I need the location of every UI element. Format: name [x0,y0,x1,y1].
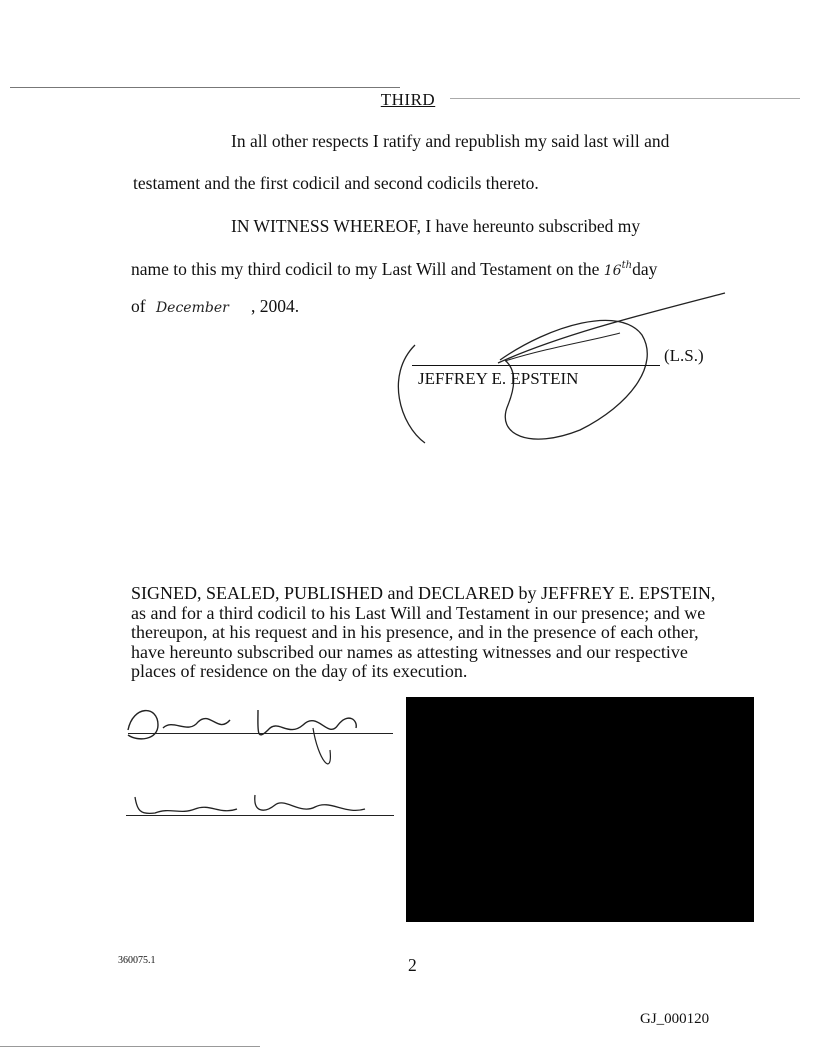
document-number: 360075.1 [118,955,156,966]
bates-number: GJ_000120 [640,1011,710,1027]
page-number: 2 [408,955,417,975]
date-line [131,298,299,316]
paragraph-1-line-1: In all other respects I ratify and republish my said last will and [231,131,670,151]
handwritten-month: December [155,300,229,316]
seal-mark: (L.S.) [664,346,704,365]
section-heading: THIRD [380,90,436,109]
paragraph-1-line-2: testament and the first codicil and second codicils thereto. [133,173,539,193]
paragraph-2-line-1: IN WITNESS WHEREOF, I have hereunto subscribed my [231,216,641,236]
scan-top-line [10,87,400,88]
paragraph-2-line-2-suffix: day [632,259,658,279]
paragraph-2-line-2-prefix: name to this my third codicil to my Last Will and Testament on the [131,259,600,279]
witness-signature-1 [118,700,398,780]
witness-signature-2 [125,785,385,825]
handwritten-day-suffix: th [621,260,633,272]
paragraph-2-line-2 [131,261,657,279]
scan-bottom-line [0,1046,260,1047]
testator-signature-line [412,365,660,366]
date-line-prefix: of [131,296,146,316]
testator-name: JEFFREY E. EPSTEIN [418,369,579,388]
witness-1-line [128,733,393,734]
witness-2-line [126,815,394,816]
attestation-clause: SIGNED, SEALED, PUBLISHED and DECLARED by JEFFREY E. EPSTEIN, as and for a third codicil to his Last Will and Testament in our presence; and we thereupon, at his request and in his presence, and in the presence of each other, have hereunto subscribed our names as attesting witnesses and our respective places of residence on the day of its execution. [131,583,716,681]
date-line-year: , 2004. [250,296,300,316]
redaction-block [406,697,754,922]
handwritten-day: 16 [603,263,622,279]
